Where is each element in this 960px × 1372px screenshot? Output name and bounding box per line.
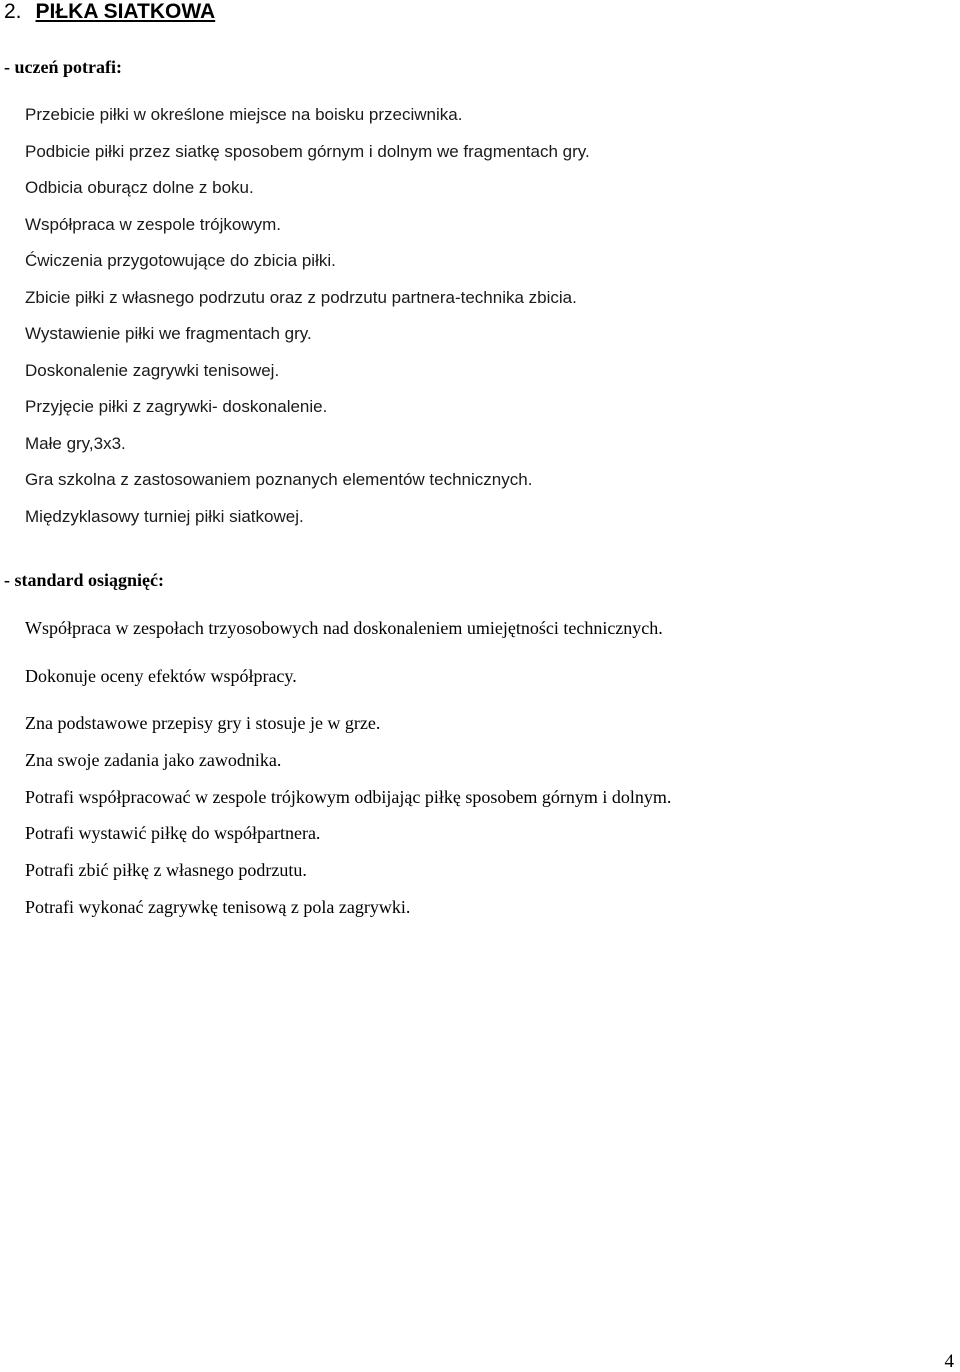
list-item: Ćwiczenia przygotowujące do zbicia piłki. <box>25 251 336 270</box>
list-item: Podbicie piłki przez siatkę sposobem górnym i dolnym we fragmentach gry. <box>25 141 590 161</box>
list-item: Współpraca w zespołach trzyosobowych nad doskonaleniem umiejętności technicznych. <box>25 618 663 638</box>
section-heading <box>4 0 215 24</box>
list-item: Przyjęcie piłki z zagrywki- doskonalenie. <box>25 397 328 416</box>
list-item: Doskonalenie zagrywki tenisowej. <box>25 360 280 380</box>
list-item: Małe gry,3x3. <box>25 433 126 453</box>
list-item: Międzyklasowy turniej piłki siatkowej. <box>25 506 304 526</box>
achievement-standard-label: - standard osiągnięć: <box>4 570 165 590</box>
list-item: Dokonuje oceny efektów współpracy. <box>25 666 297 686</box>
list-item: Przebicie piłki w określone miejsce na boisku przeciwnika. <box>25 105 463 124</box>
student-skills-label: - uczeń potrafi: <box>4 57 122 77</box>
student-skills-list <box>25 104 590 542</box>
list-item: Gra szkolna z zastosowaniem poznanych elementów technicznych. <box>25 470 533 489</box>
list-item: Potrafi współpracować w zespole trójkowym odbijając piłkę sposobem górnym i dolnym. <box>25 787 672 807</box>
list-item: Potrafi wykonać zagrywkę tenisową z pola zagrywki. <box>25 897 411 917</box>
page-number: 4 <box>944 1351 954 1372</box>
list-item: Zbicie piłki z własnego podrzutu oraz z podrzutu partnera-technika zbicia. <box>25 287 577 307</box>
list-item: Wystawienie piłki we fragmentach gry. <box>25 324 312 343</box>
list-item: Zna podstawowe przepisy gry i stosuje je w grze. <box>25 713 381 733</box>
list-item: Potrafi zbić piłkę z własnego podrzutu. <box>25 860 307 880</box>
section-number: 2. <box>4 0 22 23</box>
list-item: Zna swoje zadania jako zawodnika. <box>25 750 282 770</box>
list-item: Współpraca w zespole trójkowym. <box>25 214 282 234</box>
list-item: Odbicia oburącz dolne z boku. <box>25 178 254 197</box>
list-item: Potrafi wystawić piłkę do współpartnera. <box>25 823 321 843</box>
section-title: PIŁKA SIATKOWA <box>35 0 216 23</box>
